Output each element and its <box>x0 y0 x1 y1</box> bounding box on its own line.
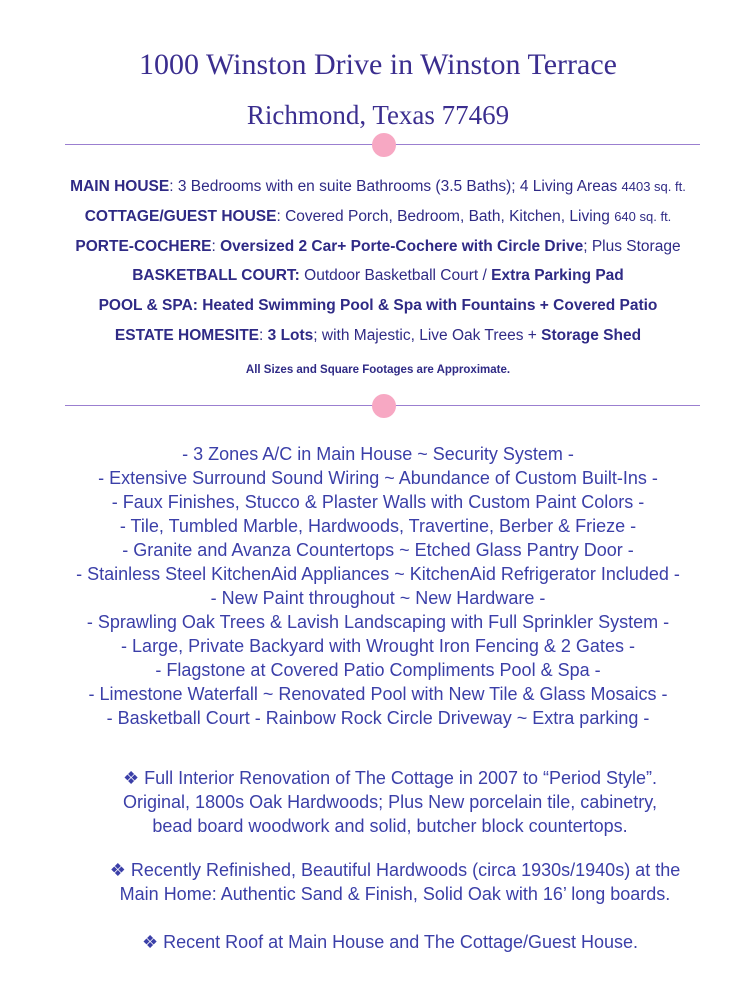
divider-dot <box>372 394 396 418</box>
paragraph-line: ❖ Recently Refinished, Beautiful Hardwoods (circa 1930s/1940s) at the <box>109 860 681 880</box>
amenity-line: - Large, Private Backyard with Wrought Iron Fencing & 2 Gates - <box>121 636 635 656</box>
amenity-line: - Stainless Steel KitchenAid Appliances ~ KitchenAid Refrigerator Included - <box>76 564 680 584</box>
feature-label: POOL & SPA: Heated Swimming Pool & Spa with Fountains + Covered Patio <box>98 297 658 314</box>
feature-bold: Storage Shed <box>541 327 642 344</box>
feature-label: PORTE-COCHERE <box>75 238 212 255</box>
amenity-line: - Flagstone at Covered Patio Compliments Pool & Spa - <box>155 660 601 680</box>
feature-label: MAIN HOUSE <box>70 178 170 195</box>
feature-label: ESTATE HOMESITE <box>114 327 260 344</box>
feature-text: ; Plus Storage <box>583 238 681 255</box>
approximate-note: All Sizes and Square Footages are Approximate. <box>245 364 511 376</box>
feature-porte-cochere <box>0 238 756 256</box>
feature-bold: Oversized 2 Car+ Porte-Cochere with Circle Drive <box>220 238 584 255</box>
paragraph-line: ❖ Full Interior Renovation of The Cottage in 2007 to “Period Style”. <box>122 768 658 788</box>
amenity-line: - Faux Finishes, Stucco & Plaster Walls with Custom Paint Colors - <box>111 492 645 512</box>
feature-basketball <box>0 267 756 285</box>
top-divider <box>65 133 700 157</box>
feature-text: Outdoor Basketball Court / <box>299 267 492 284</box>
amenity-line: - Basketball Court - Rainbow Rock Circle Driveway ~ Extra parking - <box>106 708 650 728</box>
feature-cottage <box>0 208 756 226</box>
page-subtitle: Richmond, Texas 77469 <box>246 100 510 130</box>
feature-text: : 3 Bedrooms with en suite Bathrooms (3.5 Baths); 4 Living Areas <box>169 178 622 195</box>
cottage-renovation-paragraph <box>60 766 720 838</box>
roof-paragraph <box>60 930 720 954</box>
feature-text: : Covered Porch, Bedroom, Bath, Kitchen, Living <box>276 208 615 225</box>
page-title: 1000 Winston Drive in Winston Terrace <box>139 48 617 81</box>
amenity-line: - Extensive Surround Sound Wiring ~ Abundance of Custom Built-Ins - <box>98 468 658 488</box>
feature-text: ; with Majestic, Live Oak Trees + <box>313 327 542 344</box>
feature-label: COTTAGE/GUEST HOUSE <box>84 208 277 225</box>
feature-homesite <box>0 327 756 345</box>
feature-main-house <box>0 178 756 196</box>
paragraph-line: Main Home: Authentic Sand & Finish, Solid Oak with 16’ long boards. <box>119 884 671 904</box>
amenity-line: - 3 Zones A/C in Main House ~ Security System - <box>182 444 574 464</box>
amenity-line: - Limestone Waterfall ~ Renovated Pool with New Tile & Glass Mosaics - <box>88 684 668 704</box>
middle-divider <box>65 394 700 418</box>
feature-bold: Extra Parking Pad <box>491 267 624 284</box>
feature-bold: 3 Lots <box>267 327 314 344</box>
feature-size: 640 sq. ft. <box>614 209 672 224</box>
divider-dot <box>372 133 396 157</box>
feature-text: : <box>211 238 221 255</box>
amenity-line: - Tile, Tumbled Marble, Hardwoods, Travertine, Berber & Frieze - <box>119 516 637 536</box>
amenity-line: - Sprawling Oak Trees & Lavish Landscaping with Full Sprinkler System - <box>86 612 670 632</box>
feature-size: 4403 sq. ft. <box>621 179 686 194</box>
paragraph-line: Original, 1800s Oak Hardwoods; Plus New porcelain tile, cabinetry, <box>123 792 657 812</box>
feature-text: : <box>259 327 268 344</box>
feature-label: BASKETBALL COURT: <box>132 267 300 284</box>
amenity-line: - New Paint throughout ~ New Hardware - <box>210 588 546 608</box>
hardwoods-paragraph <box>60 858 730 906</box>
amenity-line: - Granite and Avanza Countertops ~ Etched Glass Pantry Door - <box>122 540 634 560</box>
paragraph-line: ❖ Recent Roof at Main House and The Cottage/Guest House. <box>141 932 639 952</box>
feature-pool-spa <box>0 297 756 315</box>
paragraph-line: bead board woodwork and solid, butcher block countertops. <box>152 816 628 836</box>
